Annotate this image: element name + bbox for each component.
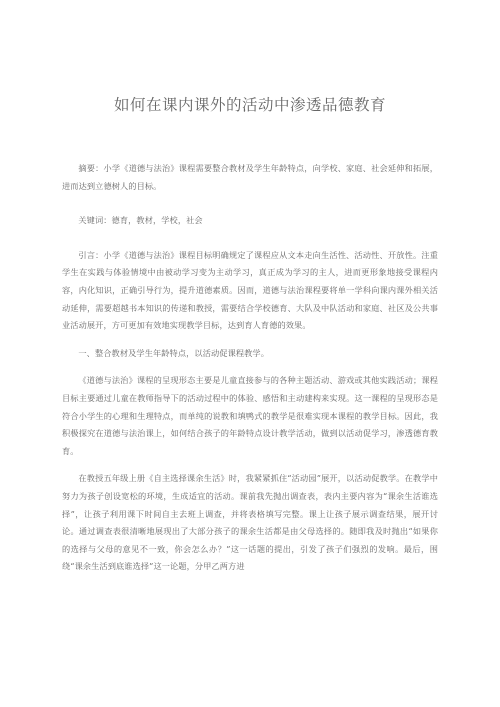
intro-paragraph: 引言：小学《道德与法治》课程目标明确规定了课程应从文本走向生活性、活动性、开放性。注重学生在实践与体验情境中由被动学习变为主动学习，真正成为学习的主人，进而更形象地接受课程内容，内化知识，正确引导行为，提升道德素质。因而，道德与法治课程要将单一学科向课内课外相关活动延伸，需要超越书本知识的传递和教授，需要结合学校德育、大队及中队活动和家庭、社区及公共事业活动展开，方可更加有效地实现教学目标，达到育人育德的效果。 [62, 249, 438, 331]
body-paragraph-2: 在教授五年级上册《自主选择课余生活》时，我紧紧抓住“活动园”展开，以活动促教学。在教学中努力为孩子创设宽松的环境，生成适宜的活动。课前我先抛出调查表，表内主要内容为“课余生活谁选择”，让孩子利用课下时间自主去班上调查，并将表格填写完整。课上让孩子展示调查结果，展开讨论。通过调查表很清晰地展现出了大部分孩子的课余生活都是由父母选择的。随即我及时抛出“如果你的选择与父母的意见不一致，你会怎么办？”这一话题的提出，引发了孩子们强烈的发响。最后，围绕“课余生活到底谁选择”这一论题，分甲乙两方进 [62, 473, 438, 572]
document-title: 如何在课内课外的活动中渗透品德教育 [113, 96, 386, 114]
body-paragraph-1: 《道德与法治》课程的呈现形态主要是儿童直接参与的各种主题活动、游戏或其他实践活动；课程目标主要通过儿童在教师指导下的活动过程中的体验、感悟和主动建构来实现。这一课程的呈现形态是符合小学生的心理和生理特点，而单纯的说教和填鸭式的教学是很难实现本课程的教学目标。因此，我积极探究在道德与法治课上，如何结合孩子的年龄特点设计教学活动，做到以活动促学习，渗透德育教育。 [62, 375, 438, 456]
document-body [62, 160, 438, 576]
keywords-paragraph: 关键词：德育，教材，学校，社会 [78, 215, 203, 226]
section-heading: 一、整合教材及学生年龄特点，以活动促课程教学。 [78, 347, 270, 358]
abstract-paragraph: 摘要：小学《道德与法治》课程需要整合教材及学生年龄特点，向学校、家庭、社会延伸和拓展，进而达到立德树人的目标。 [62, 163, 438, 191]
